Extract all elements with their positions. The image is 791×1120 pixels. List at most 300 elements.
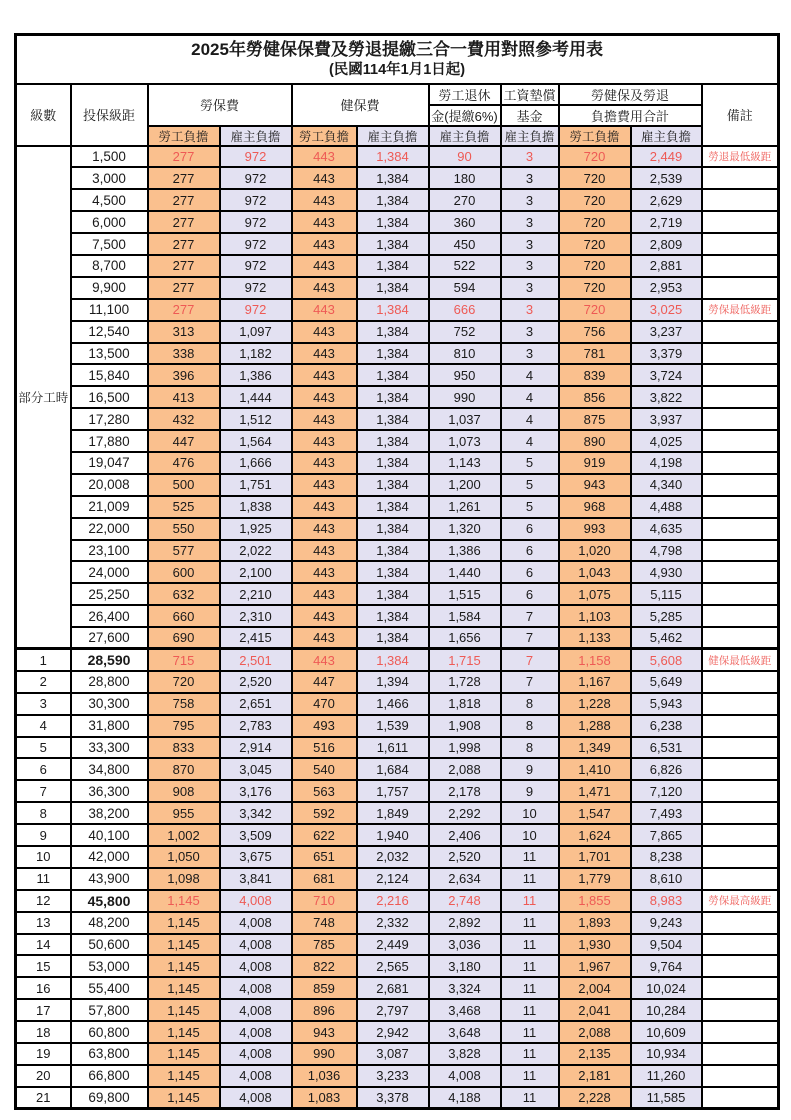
cell-health-employer: 1,384 [357,452,429,474]
cell-wagefund-employer: 11 [501,1043,559,1065]
cell-labor-employee: 277 [148,211,220,233]
table-row [16,605,779,627]
cell-total-employer: 6,238 [631,715,702,737]
table-row [16,1087,779,1109]
cell-health-employer: 1,384 [357,627,429,649]
table-row [16,846,779,868]
cell-pension-employer: 1,715 [429,649,501,671]
cell-health-employer: 1,384 [357,540,429,562]
subheader-labor-employer: 雇主負擔 [220,126,292,146]
cell-insured-bracket: 16,500 [71,386,148,408]
cell-health-employer: 1,384 [357,299,429,321]
cell-total-employer: 4,635 [631,518,702,540]
cell-total-employer: 10,024 [631,977,702,999]
cell-wagefund-employer: 4 [501,430,559,452]
cell-wagefund-employer: 4 [501,386,559,408]
cell-wagefund-employer: 3 [501,299,559,321]
table-row [16,583,779,605]
cell-insured-bracket: 4,500 [71,189,148,211]
cell-remark [702,912,779,934]
cell-labor-employer: 1,925 [220,518,292,540]
cell-pension-employer: 1,143 [429,452,501,474]
cell-remark [702,1021,779,1043]
table-row [16,671,779,693]
table-row [16,430,779,452]
cell-total-employer: 11,260 [631,1065,702,1087]
cell-health-employee: 443 [292,299,357,321]
cell-pension-employer: 666 [429,299,501,321]
col-header-total-line1: 勞健保及勞退 [559,84,702,105]
cell-labor-employer: 2,501 [220,649,292,671]
cell-level: 10 [16,846,71,868]
cell-health-employer: 2,332 [357,912,429,934]
cell-labor-employer: 4,008 [220,934,292,956]
cell-labor-employer: 2,520 [220,671,292,693]
cell-labor-employer: 972 [220,211,292,233]
cell-total-employer: 8,238 [631,846,702,868]
cell-pension-employer: 2,520 [429,846,501,868]
cell-pension-employer: 3,324 [429,977,501,999]
cell-pension-employer: 2,634 [429,868,501,890]
cell-labor-employer: 972 [220,299,292,321]
cell-level: 21 [16,1087,71,1109]
cell-remark [702,758,779,780]
cell-labor-employee: 1,145 [148,955,220,977]
cell-total-employer: 7,493 [631,802,702,824]
cell-insured-bracket: 1,500 [71,146,148,168]
cell-total-employer: 4,488 [631,496,702,518]
cell-insured-bracket: 28,800 [71,671,148,693]
cell-total-employee: 1,855 [559,890,631,912]
cell-level: 2 [16,671,71,693]
cell-total-employer: 5,649 [631,671,702,693]
cell-total-employer: 2,881 [631,255,702,277]
cell-labor-employee: 432 [148,408,220,430]
col-header-level: 級數 [16,84,71,146]
cell-health-employee: 710 [292,890,357,912]
cell-insured-bracket: 9,900 [71,277,148,299]
cell-health-employee: 443 [292,277,357,299]
cell-health-employee: 990 [292,1043,357,1065]
cell-health-employer: 1,757 [357,780,429,802]
cell-health-employee: 563 [292,780,357,802]
cell-health-employer: 1,384 [357,649,429,671]
cell-health-employer: 1,384 [357,605,429,627]
table-row [16,496,779,518]
cell-health-employer: 1,384 [357,189,429,211]
cell-labor-employee: 413 [148,386,220,408]
cell-labor-employer: 4,008 [220,1021,292,1043]
cell-pension-employer: 3,828 [429,1043,501,1065]
cell-total-employee: 720 [559,167,631,189]
cell-remark [702,868,779,890]
cell-health-employee: 748 [292,912,357,934]
cell-health-employer: 2,942 [357,1021,429,1043]
cell-total-employee: 1,020 [559,540,631,562]
cell-total-employee: 968 [559,496,631,518]
cell-health-employee: 443 [292,452,357,474]
cell-health-employee: 540 [292,758,357,780]
cell-wagefund-employer: 9 [501,758,559,780]
cell-labor-employer: 972 [220,277,292,299]
cell-health-employee: 443 [292,627,357,649]
cell-labor-employer: 1,097 [220,321,292,343]
cell-health-employer: 2,216 [357,890,429,912]
cell-wagefund-employer: 3 [501,189,559,211]
cell-insured-bracket: 3,000 [71,167,148,189]
cell-total-employer: 2,449 [631,146,702,168]
cell-level: 14 [16,934,71,956]
cell-insured-bracket: 17,280 [71,408,148,430]
cell-health-employee: 443 [292,474,357,496]
cell-labor-employee: 1,145 [148,977,220,999]
cell-total-employer: 3,822 [631,386,702,408]
col-header-labor-insurance: 勞保費 [148,84,292,126]
cell-total-employer: 5,462 [631,627,702,649]
table-row [16,408,779,430]
cell-insured-bracket: 28,590 [71,649,148,671]
table-row [16,955,779,977]
cell-insured-bracket: 11,100 [71,299,148,321]
cell-total-employer: 3,237 [631,321,702,343]
cell-health-employer: 3,378 [357,1087,429,1109]
cell-health-employee: 443 [292,386,357,408]
cell-health-employer: 1,384 [357,364,429,386]
cell-health-employer: 2,681 [357,977,429,999]
cell-insured-bracket: 22,000 [71,518,148,540]
premium-reference-table [14,33,780,1110]
table-row [16,737,779,759]
header-group-row-1 [16,84,779,105]
cell-labor-employee: 1,145 [148,1043,220,1065]
cell-insured-bracket: 42,000 [71,846,148,868]
cell-total-employee: 2,004 [559,977,631,999]
cell-health-employer: 2,449 [357,934,429,956]
cell-pension-employer: 1,818 [429,693,501,715]
cell-health-employee: 443 [292,233,357,255]
table-row [16,912,779,934]
cell-health-employer: 1,384 [357,321,429,343]
cell-total-employee: 720 [559,211,631,233]
cell-remark: 勞保最低級距 [702,299,779,321]
cell-wagefund-employer: 3 [501,167,559,189]
cell-labor-employer: 4,008 [220,890,292,912]
cell-pension-employer: 1,261 [429,496,501,518]
cell-wagefund-employer: 9 [501,780,559,802]
cell-labor-employer: 972 [220,233,292,255]
table-row [16,649,779,671]
table-title-block [16,35,779,84]
table-row [16,167,779,189]
cell-insured-bracket: 26,400 [71,605,148,627]
table-row [16,934,779,956]
cell-labor-employer: 2,651 [220,693,292,715]
cell-labor-employee: 795 [148,715,220,737]
cell-health-employee: 785 [292,934,357,956]
table-row [16,758,779,780]
cell-remark [702,1043,779,1065]
cell-wagefund-employer: 11 [501,934,559,956]
cell-total-employer: 3,724 [631,364,702,386]
cell-total-employee: 839 [559,364,631,386]
cell-total-employer: 9,504 [631,934,702,956]
cell-remark [702,518,779,540]
cell-insured-bracket: 53,000 [71,955,148,977]
cell-labor-employee: 500 [148,474,220,496]
cell-labor-employer: 2,310 [220,605,292,627]
cell-total-employee: 943 [559,474,631,496]
cell-wagefund-employer: 4 [501,364,559,386]
subheader-health-employee: 勞工負擔 [292,126,357,146]
cell-labor-employee: 758 [148,693,220,715]
cell-pension-employer: 2,292 [429,802,501,824]
cell-health-employee: 681 [292,868,357,890]
cell-total-employee: 1,075 [559,583,631,605]
cell-remark [702,1065,779,1087]
cell-health-employer: 1,384 [357,233,429,255]
cell-labor-employee: 1,145 [148,934,220,956]
cell-total-employer: 3,937 [631,408,702,430]
cell-labor-employer: 3,176 [220,780,292,802]
cell-labor-employer: 1,564 [220,430,292,452]
table-row [16,386,779,408]
cell-level: 9 [16,824,71,846]
cell-pension-employer: 180 [429,167,501,189]
cell-labor-employee: 1,098 [148,868,220,890]
cell-insured-bracket: 19,047 [71,452,148,474]
cell-labor-employee: 908 [148,780,220,802]
cell-remark [702,999,779,1021]
cell-insured-bracket: 48,200 [71,912,148,934]
cell-total-employee: 720 [559,146,631,168]
cell-level: 4 [16,715,71,737]
cell-health-employee: 493 [292,715,357,737]
cell-total-employer: 2,809 [631,233,702,255]
cell-level: 20 [16,1065,71,1087]
cell-total-employee: 993 [559,518,631,540]
cell-insured-bracket: 30,300 [71,693,148,715]
cell-total-employee: 1,930 [559,934,631,956]
cell-total-employer: 10,284 [631,999,702,1021]
cell-level: 8 [16,802,71,824]
cell-insured-bracket: 27,600 [71,627,148,649]
cell-remark [702,605,779,627]
cell-level: 19 [16,1043,71,1065]
cell-pension-employer: 810 [429,343,501,365]
cell-insured-bracket: 31,800 [71,715,148,737]
table-row [16,999,779,1021]
cell-pension-employer: 90 [429,146,501,168]
cell-labor-employer: 1,386 [220,364,292,386]
subheader-health-employer: 雇主負擔 [357,126,429,146]
cell-health-employer: 2,565 [357,955,429,977]
cell-health-employer: 1,384 [357,386,429,408]
cell-wagefund-employer: 7 [501,605,559,627]
cell-insured-bracket: 13,500 [71,343,148,365]
cell-pension-employer: 3,468 [429,999,501,1021]
cell-labor-employer: 3,509 [220,824,292,846]
subheader-total-employee: 勞工負擔 [559,126,631,146]
subheader-total-employer: 雇主負擔 [631,126,702,146]
cell-insured-bracket: 43,900 [71,868,148,890]
cell-health-employee: 443 [292,189,357,211]
cell-total-employer: 4,340 [631,474,702,496]
cell-labor-employee: 1,050 [148,846,220,868]
cell-level: 12 [16,890,71,912]
cell-total-employee: 1,158 [559,649,631,671]
cell-health-employee: 1,083 [292,1087,357,1109]
cell-total-employer: 5,285 [631,605,702,627]
cell-total-employee: 1,228 [559,693,631,715]
cell-insured-bracket: 15,840 [71,364,148,386]
cell-level: 6 [16,758,71,780]
cell-wagefund-employer: 11 [501,868,559,890]
cell-health-employee: 443 [292,605,357,627]
cell-pension-employer: 1,440 [429,561,501,583]
cell-total-employee: 2,228 [559,1087,631,1109]
cell-level: 3 [16,693,71,715]
cell-wagefund-employer: 11 [501,955,559,977]
cell-total-employee: 1,043 [559,561,631,583]
cell-total-employee: 1,133 [559,627,631,649]
cell-health-employee: 651 [292,846,357,868]
cell-remark [702,343,779,365]
cell-labor-employee: 525 [148,496,220,518]
cell-health-employee: 443 [292,430,357,452]
cell-remark [702,561,779,583]
cell-wagefund-employer: 4 [501,408,559,430]
cell-insured-bracket: 60,800 [71,1021,148,1043]
cell-total-employee: 2,088 [559,1021,631,1043]
cell-total-employee: 756 [559,321,631,343]
cell-health-employee: 443 [292,167,357,189]
table-row [16,299,779,321]
cell-labor-employer: 1,182 [220,343,292,365]
cell-labor-employee: 632 [148,583,220,605]
cell-labor-employee: 690 [148,627,220,649]
cell-labor-employer: 4,008 [220,1065,292,1087]
page-title: 2025年勞健保保費及勞退提繳三合一費用對照參考用表 [191,40,603,60]
cell-total-employee: 1,967 [559,955,631,977]
cell-insured-bracket: 25,250 [71,583,148,605]
cell-health-employer: 1,539 [357,715,429,737]
cell-level: 13 [16,912,71,934]
cell-pension-employer: 270 [429,189,501,211]
cell-remark [702,693,779,715]
cell-pension-employer: 1,728 [429,671,501,693]
cell-remark [702,233,779,255]
col-header-pension-line2: 金(提繳6%) [429,105,501,126]
cell-health-employee: 943 [292,1021,357,1043]
cell-remark [702,496,779,518]
table-row [16,890,779,912]
cell-total-employer: 2,719 [631,211,702,233]
cell-health-employer: 1,384 [357,408,429,430]
cell-level: 17 [16,999,71,1021]
cell-insured-bracket: 38,200 [71,802,148,824]
cell-remark: 健保最低級距 [702,649,779,671]
cell-total-employee: 919 [559,452,631,474]
cell-health-employee: 443 [292,561,357,583]
cell-remark [702,386,779,408]
cell-labor-employer: 4,008 [220,955,292,977]
cell-wagefund-employer: 7 [501,627,559,649]
cell-remark [702,583,779,605]
cell-labor-employer: 2,783 [220,715,292,737]
cell-remark [702,934,779,956]
cell-labor-employer: 1,666 [220,452,292,474]
cell-labor-employer: 3,675 [220,846,292,868]
cell-health-employee: 443 [292,408,357,430]
cell-labor-employee: 720 [148,671,220,693]
cell-health-employee: 443 [292,583,357,605]
cell-total-employer: 6,531 [631,737,702,759]
cell-wagefund-employer: 11 [501,977,559,999]
cell-health-employee: 470 [292,693,357,715]
table-row [16,452,779,474]
col-header-wage-fund-line1: 工資墊償 [501,84,559,105]
cell-insured-bracket: 66,800 [71,1065,148,1087]
cell-labor-employer: 1,838 [220,496,292,518]
cell-pension-employer: 4,188 [429,1087,501,1109]
cell-health-employer: 1,849 [357,802,429,824]
cell-health-employer: 1,384 [357,474,429,496]
page-subtitle: (民國114年1月1日起) [328,62,466,79]
cell-wagefund-employer: 6 [501,561,559,583]
cell-insured-bracket: 12,540 [71,321,148,343]
cell-labor-employee: 313 [148,321,220,343]
cell-insured-bracket: 57,800 [71,999,148,1021]
cell-health-employer: 1,466 [357,693,429,715]
cell-labor-employee: 577 [148,540,220,562]
table-row [16,343,779,365]
cell-total-employee: 720 [559,255,631,277]
cell-insured-bracket: 36,300 [71,780,148,802]
cell-total-employer: 4,930 [631,561,702,583]
cell-labor-employer: 972 [220,167,292,189]
cell-wagefund-employer: 8 [501,715,559,737]
table-row [16,321,779,343]
table-row [16,715,779,737]
cell-pension-employer: 3,180 [429,955,501,977]
col-header-bracket: 投保級距 [71,84,148,146]
table-row [16,977,779,999]
cell-pension-employer: 2,178 [429,780,501,802]
cell-wagefund-employer: 5 [501,474,559,496]
cell-insured-bracket: 20,008 [71,474,148,496]
cell-insured-bracket: 7,500 [71,233,148,255]
cell-pension-employer: 1,320 [429,518,501,540]
cell-labor-employer: 4,008 [220,1087,292,1109]
cell-wagefund-employer: 3 [501,343,559,365]
cell-total-employee: 1,471 [559,780,631,802]
cell-labor-employer: 972 [220,146,292,168]
cell-remark [702,627,779,649]
cell-total-employee: 856 [559,386,631,408]
cell-remark [702,540,779,562]
cell-total-employee: 1,167 [559,671,631,693]
cell-labor-employee: 476 [148,452,220,474]
cell-pension-employer: 1,656 [429,627,501,649]
cell-remark [702,474,779,496]
cell-health-employee: 443 [292,496,357,518]
col-header-total-line2: 負擔費用合計 [559,105,702,126]
cell-pension-employer: 1,998 [429,737,501,759]
cell-labor-employee: 600 [148,561,220,583]
cell-insured-bracket: 55,400 [71,977,148,999]
cell-health-employer: 1,384 [357,518,429,540]
cell-pension-employer: 1,908 [429,715,501,737]
